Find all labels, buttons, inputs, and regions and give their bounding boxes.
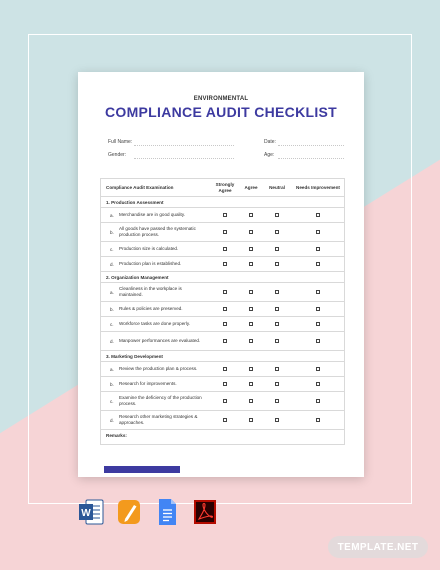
section-row (101, 272, 344, 283)
needs-improvement-checkbox[interactable] (316, 290, 320, 294)
table-row (101, 392, 344, 411)
neutral-checkbox[interactable] (275, 339, 279, 343)
neutral-checkbox[interactable] (275, 382, 279, 386)
agree-checkbox[interactable] (249, 339, 253, 343)
item-letter: b. (110, 229, 114, 235)
table-row (101, 411, 344, 430)
item-letter: c. (110, 246, 114, 252)
table-row (101, 362, 344, 377)
strongly-agree-checkbox[interactable] (223, 399, 227, 403)
item-text: Production size is calculated. (119, 246, 179, 252)
table-row (101, 257, 344, 272)
section-row (101, 351, 344, 362)
header-neutral: Neutral (269, 184, 285, 190)
document-subtitle: ENVIRONMENTAL (193, 96, 249, 102)
agree-checkbox[interactable] (249, 399, 253, 403)
agree-checkbox[interactable] (249, 382, 253, 386)
full-name-line (134, 145, 234, 146)
item-text: Production plan is established. (119, 261, 182, 267)
strongly-agree-checkbox[interactable] (223, 339, 227, 343)
strongly-agree-checkbox[interactable] (223, 230, 227, 234)
strongly-agree-checkbox[interactable] (223, 322, 227, 326)
agree-checkbox[interactable] (249, 290, 253, 294)
document-title: COMPLIANCE AUDIT CHECKLIST (104, 104, 338, 120)
header-examination: Compliance Audit Examination (106, 185, 174, 190)
strongly-agree-checkbox[interactable] (223, 262, 227, 266)
agree-checkbox[interactable] (249, 307, 253, 311)
item-text: Research other marketing strategies & approaches. (119, 414, 198, 425)
item-letter: b. (110, 306, 114, 312)
svg-text:W: W (81, 508, 91, 519)
item-letter: c. (110, 321, 114, 327)
neutral-checkbox[interactable] (275, 213, 279, 217)
needs-improvement-checkbox[interactable] (316, 307, 320, 311)
agree-checkbox[interactable] (249, 418, 253, 422)
item-text: Examine the deficiency of the production process. (119, 395, 202, 406)
needs-improvement-checkbox[interactable] (316, 262, 320, 266)
header-needs-improvement: Needs Improvement (296, 184, 340, 190)
neutral-checkbox[interactable] (275, 247, 279, 251)
table-row (101, 208, 344, 223)
neutral-checkbox[interactable] (275, 418, 279, 422)
item-text: Manpower performances are evaluated. (119, 338, 201, 344)
needs-improvement-checkbox[interactable] (316, 399, 320, 403)
needs-improvement-checkbox[interactable] (316, 339, 320, 343)
item-letter: a. (110, 289, 114, 295)
neutral-checkbox[interactable] (275, 399, 279, 403)
section-title: 3. Marketing Development (106, 353, 163, 359)
item-letter: d. (110, 338, 114, 344)
template-net-badge[interactable]: TEMPLATE.NET (328, 536, 428, 558)
checklist-table (100, 178, 345, 445)
agree-checkbox[interactable] (249, 230, 253, 234)
neutral-checkbox[interactable] (275, 307, 279, 311)
strongly-agree-checkbox[interactable] (223, 307, 227, 311)
neutral-checkbox[interactable] (275, 290, 279, 294)
needs-improvement-checkbox[interactable] (316, 247, 320, 251)
date-label: Date: (264, 139, 276, 145)
header-strongly-agree: Strongly Agree (215, 182, 235, 193)
section-title: 2. Organization Management (106, 274, 169, 280)
strongly-agree-checkbox[interactable] (223, 418, 227, 422)
table-row (101, 317, 344, 332)
table-row (101, 223, 344, 242)
table-header-row (101, 179, 344, 197)
needs-improvement-checkbox[interactable] (316, 418, 320, 422)
item-letter: a. (110, 366, 114, 372)
item-text: All goods have passed the systematic production process. (119, 226, 196, 237)
date-line (278, 145, 344, 146)
agree-checkbox[interactable] (249, 213, 253, 217)
accent-bar (104, 466, 180, 473)
word-icon[interactable] (78, 497, 104, 527)
item-letter: d. (110, 261, 114, 267)
google-docs-icon[interactable] (154, 497, 180, 527)
item-letter: c. (110, 398, 114, 404)
document-preview (78, 72, 364, 477)
needs-improvement-checkbox[interactable] (316, 367, 320, 371)
age-label: Age: (264, 152, 275, 158)
pages-icon[interactable] (116, 497, 142, 527)
neutral-checkbox[interactable] (275, 322, 279, 326)
pdf-icon[interactable] (192, 497, 218, 527)
table-row (101, 242, 344, 257)
strongly-agree-checkbox[interactable] (223, 247, 227, 251)
item-letter: a. (110, 212, 114, 218)
remarks-row (101, 430, 344, 444)
gender-label: Gender: (108, 152, 127, 158)
app-icon-row (78, 497, 218, 527)
item-text: Review the production plan & process. (119, 366, 198, 372)
table-row (101, 332, 344, 351)
remarks-label: Remarks: (106, 433, 127, 438)
agree-checkbox[interactable] (249, 367, 253, 371)
table-row (101, 302, 344, 317)
section-title: 1. Production Assessment (106, 199, 164, 205)
item-letter: d. (110, 417, 114, 423)
strongly-agree-checkbox[interactable] (223, 290, 227, 294)
needs-improvement-checkbox[interactable] (316, 322, 320, 326)
table-row (101, 283, 344, 302)
table-row (101, 377, 344, 392)
item-text: Merchandise are in good quality. (119, 212, 186, 218)
needs-improvement-checkbox[interactable] (316, 213, 320, 217)
agree-checkbox[interactable] (249, 262, 253, 266)
gender-line (134, 158, 234, 159)
full-name-label: Full Name: (108, 139, 133, 145)
header-agree: Agree (244, 184, 258, 190)
item-text: Research for improvements. (119, 381, 177, 387)
agree-checkbox[interactable] (249, 247, 253, 251)
age-line (278, 158, 344, 159)
item-text: Rules & policies are preserved. (119, 306, 183, 312)
needs-improvement-checkbox[interactable] (316, 230, 320, 234)
neutral-checkbox[interactable] (275, 230, 279, 234)
agree-checkbox[interactable] (249, 322, 253, 326)
item-text: Cleanliness in the workplace is maintained. (119, 286, 182, 297)
strongly-agree-checkbox[interactable] (223, 367, 227, 371)
needs-improvement-checkbox[interactable] (316, 382, 320, 386)
section-row (101, 197, 344, 208)
item-text: Workforce tasks are done properly. (119, 321, 191, 327)
strongly-agree-checkbox[interactable] (223, 213, 227, 217)
neutral-checkbox[interactable] (275, 262, 279, 266)
item-letter: b. (110, 381, 114, 387)
strongly-agree-checkbox[interactable] (223, 382, 227, 386)
neutral-checkbox[interactable] (275, 367, 279, 371)
